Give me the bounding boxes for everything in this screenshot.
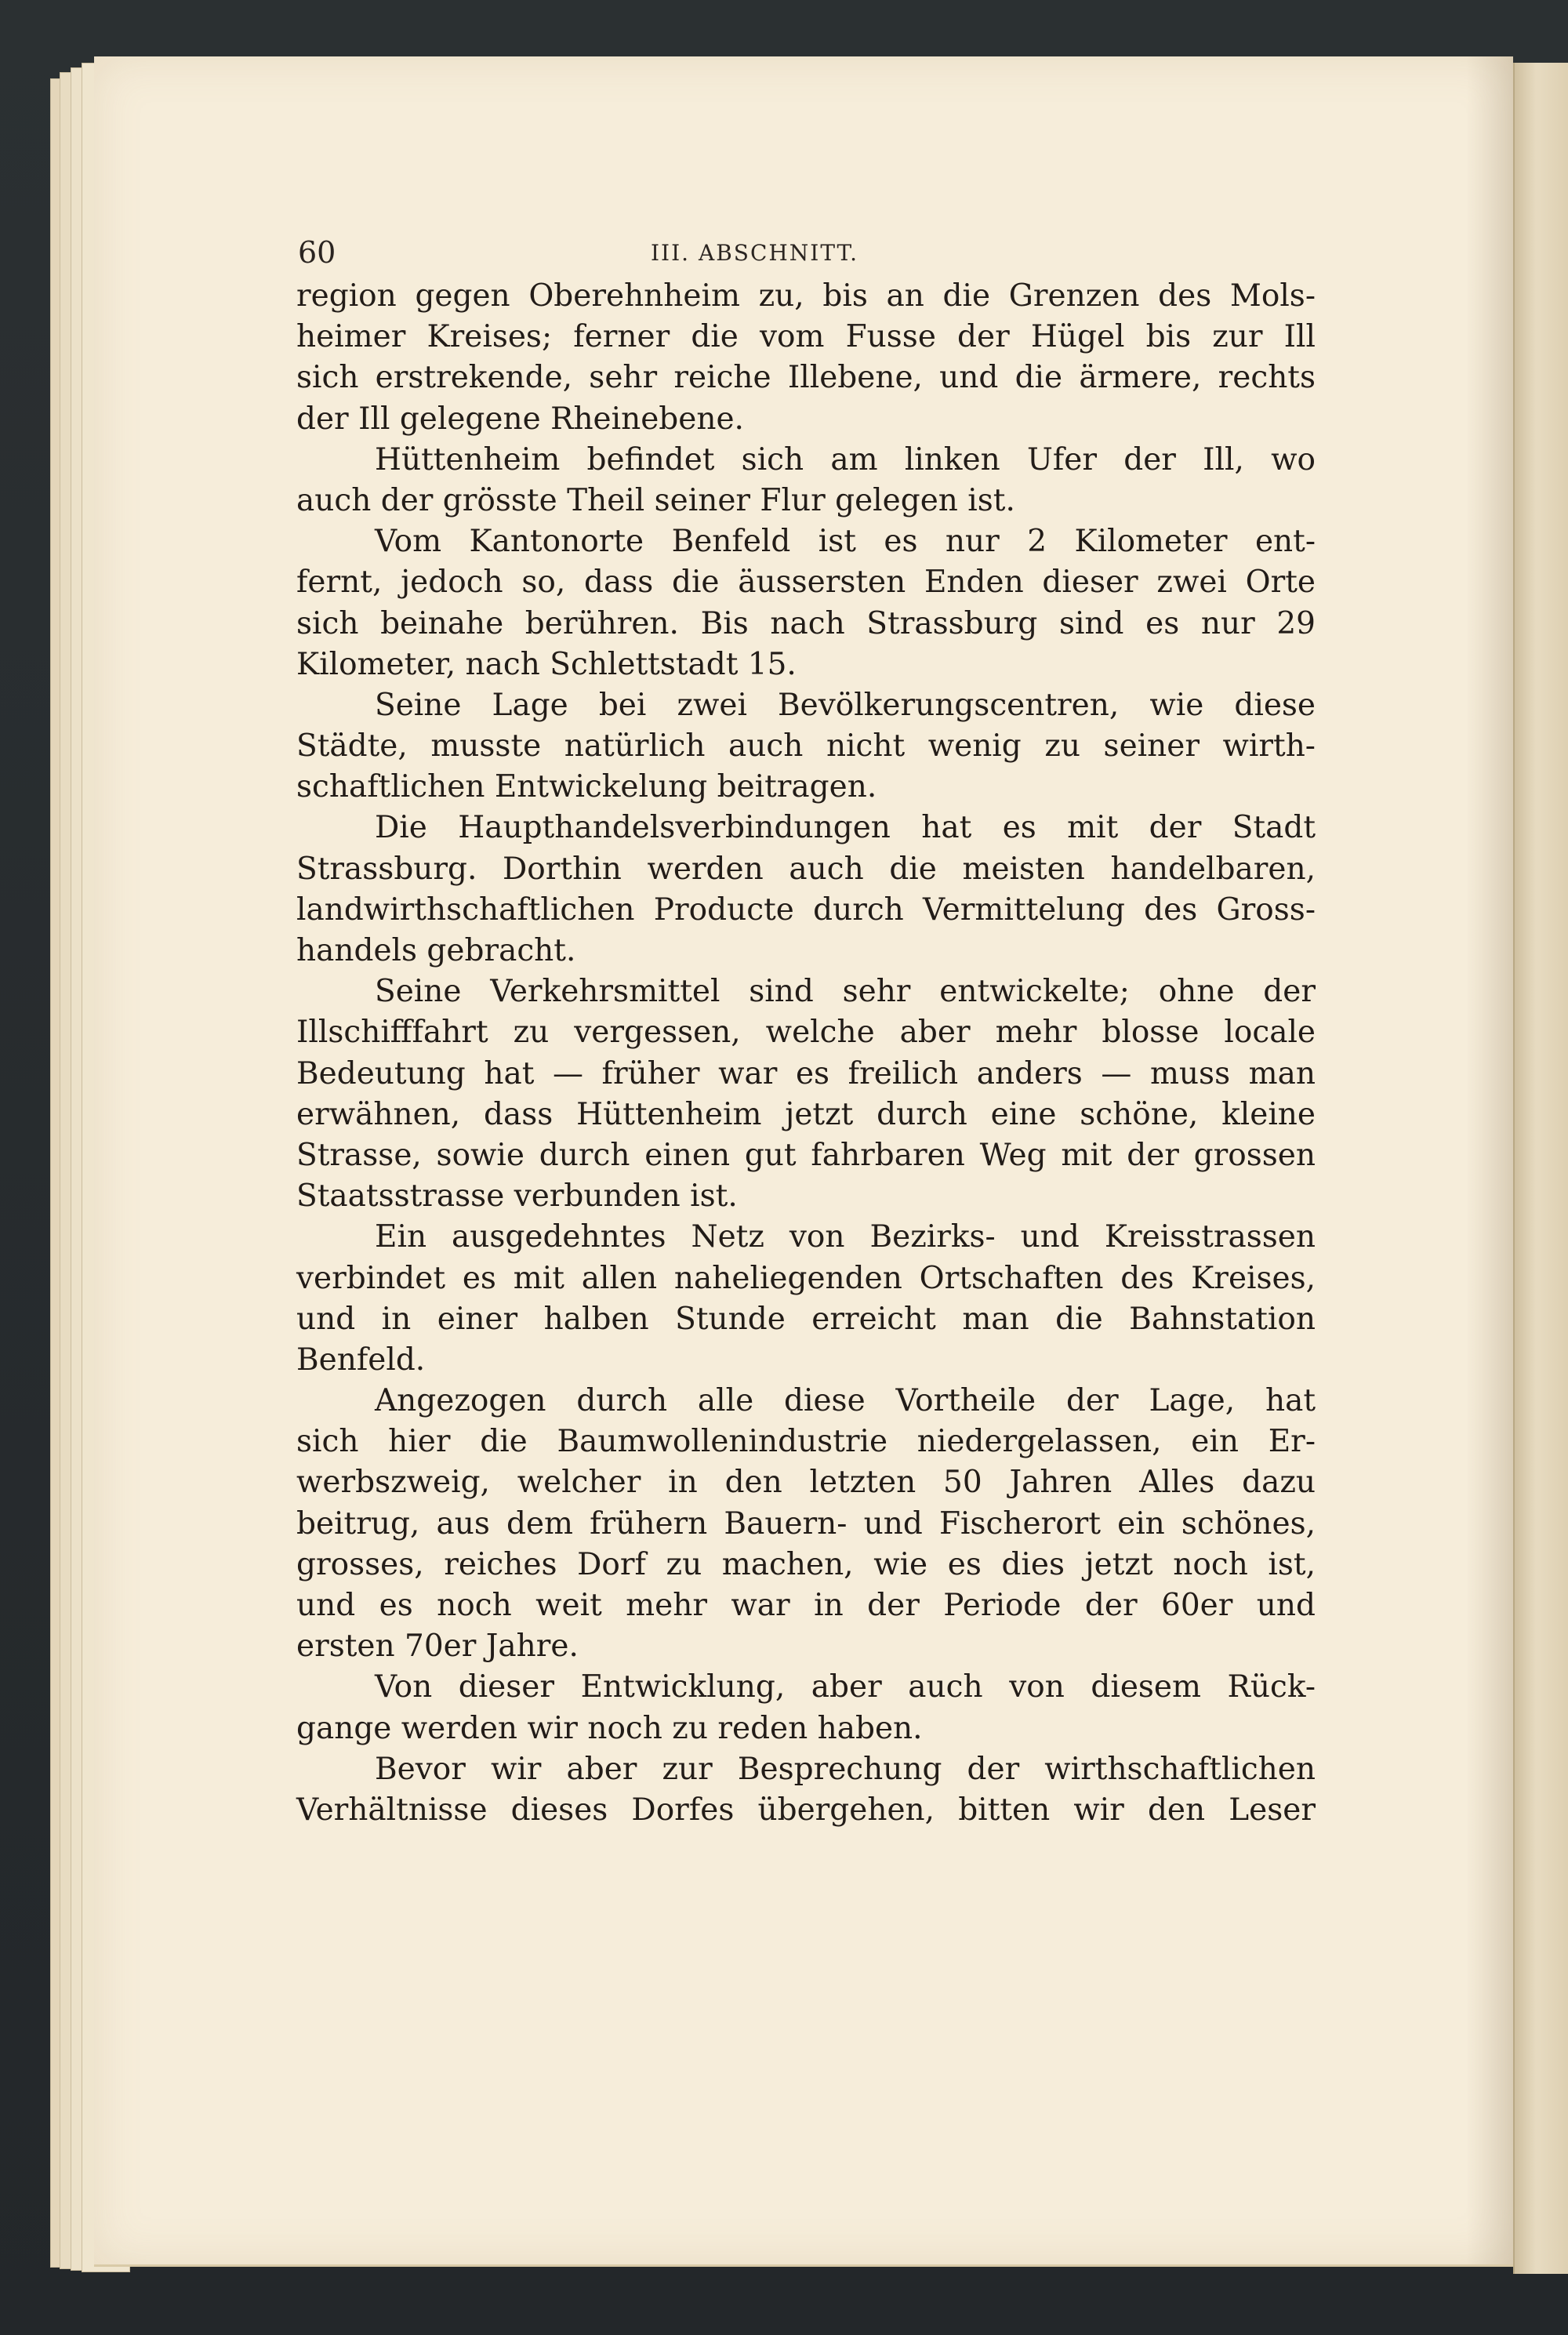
text-line: verbindet es mit allen naheliegenden Ortschaften des Kreises, (296, 1260, 1316, 1296)
text-line: sich hier die Baumwollenindustrie niedergelassen, ein Er- (296, 1424, 1316, 1460)
running-head: III. ABSCHNITT. (651, 240, 859, 266)
text-line: schaftlichen Entwickelung beitragen. (296, 769, 877, 805)
text-line: sich beinahe berühren. Bis nach Strassburg sind es nur 29 (296, 605, 1316, 641)
text-line: Hüttenheim befindet sich am linken Ufer der Ill, wo (375, 441, 1316, 478)
binding-shadow (1466, 56, 1513, 2264)
text-line: handels gebracht. (296, 933, 576, 968)
text-line: gange werden wir noch zu reden haben. (296, 1710, 923, 1746)
text-line: und es noch weit mehr war in der Periode der 60er und (296, 1588, 1316, 1623)
text-line: ersten 70er Jahre. (296, 1629, 579, 1665)
text-line: Vom Kantonorte Benfeld ist es nur 2 Kilometer ent- (375, 524, 1316, 560)
text-line: fernt, jedoch so, dass die äussersten Enden dieser zwei Orte (296, 565, 1316, 601)
text-line: Seine Lage bei zwei Bevölkerungscentren, wie diese (375, 687, 1316, 723)
body-text (296, 276, 1316, 1831)
facing-page-edge (1513, 63, 1568, 2274)
text-line: Staatsstrasse verbunden ist. (296, 1178, 738, 1215)
page-number: 60 (298, 235, 336, 270)
text-line: Von dieser Entwicklung, aber auch von diesem Rück- (375, 1669, 1316, 1705)
text-line: werbszweig, welcher in den letzten 50 Jahren Alles dazu (296, 1465, 1316, 1501)
text-line: Bevor wir aber zur Besprechung der wirthschaftlichen (375, 1751, 1316, 1787)
text-line: grosses, reiches Dorf zu machen, wie es dies jetzt noch ist, (296, 1546, 1316, 1582)
text-line: Strasse, sowie durch einen gut fahrbaren Weg mit der grossen (296, 1137, 1316, 1173)
text-line: landwirthschaftlichen Producte durch Vermittelung des Gross- (296, 892, 1316, 928)
text-line: sich erstrekende, sehr reiche Illebene, und die ärmere, rechts (296, 360, 1316, 396)
text-line: Angezogen durch alle diese Vortheile der Lage, hat (375, 1383, 1316, 1419)
text-line: heimer Kreises; ferner die vom Fusse der Hügel bis zur Ill (296, 319, 1316, 355)
text-line: Ein ausgedehntes Netz von Bezirks- und Kreisstrassen (375, 1219, 1316, 1255)
text-line: Die Haupthandelsverbindungen hat es mit der Stadt (375, 810, 1316, 846)
text-line: region gegen Oberehnheim zu, bis an die Grenzen des Mols- (296, 278, 1316, 314)
text-line: Illschifffahrt zu vergessen, welche aber mehr blosse locale (296, 1015, 1316, 1051)
text-line: Städte, musste natürlich auch nicht wenig zu seiner wirth- (296, 728, 1316, 764)
text-line: der Ill gelegene Rheinebene. (296, 401, 744, 437)
text-line: Benfeld. (296, 1342, 426, 1378)
text-line: Seine Verkehrsmittel sind sehr entwickelte; ohne der (375, 974, 1316, 1010)
text-line: beitrug, aus dem frühern Bauern- und Fischerort ein schönes, (296, 1505, 1316, 1542)
text-line: und in einer halben Stunde erreicht man die Bahnstation (296, 1301, 1316, 1337)
text-line: Kilometer, nach Schlettstadt 15. (296, 646, 797, 682)
text-line: Verhältnisse dieses Dorfes übergehen, bitten wir den Leser (296, 1792, 1316, 1828)
text-line: Strassburg. Dorthin werden auch die meisten handelbaren, (296, 851, 1316, 887)
text-line: Bedeutung hat — früher war es freilich anders — muss man (296, 1055, 1316, 1091)
text-line: erwähnen, dass Hüttenheim jetzt durch eine schöne, kleine (296, 1096, 1316, 1132)
text-line: auch der grösste Theil seiner Flur gelegen ist. (296, 482, 1015, 518)
